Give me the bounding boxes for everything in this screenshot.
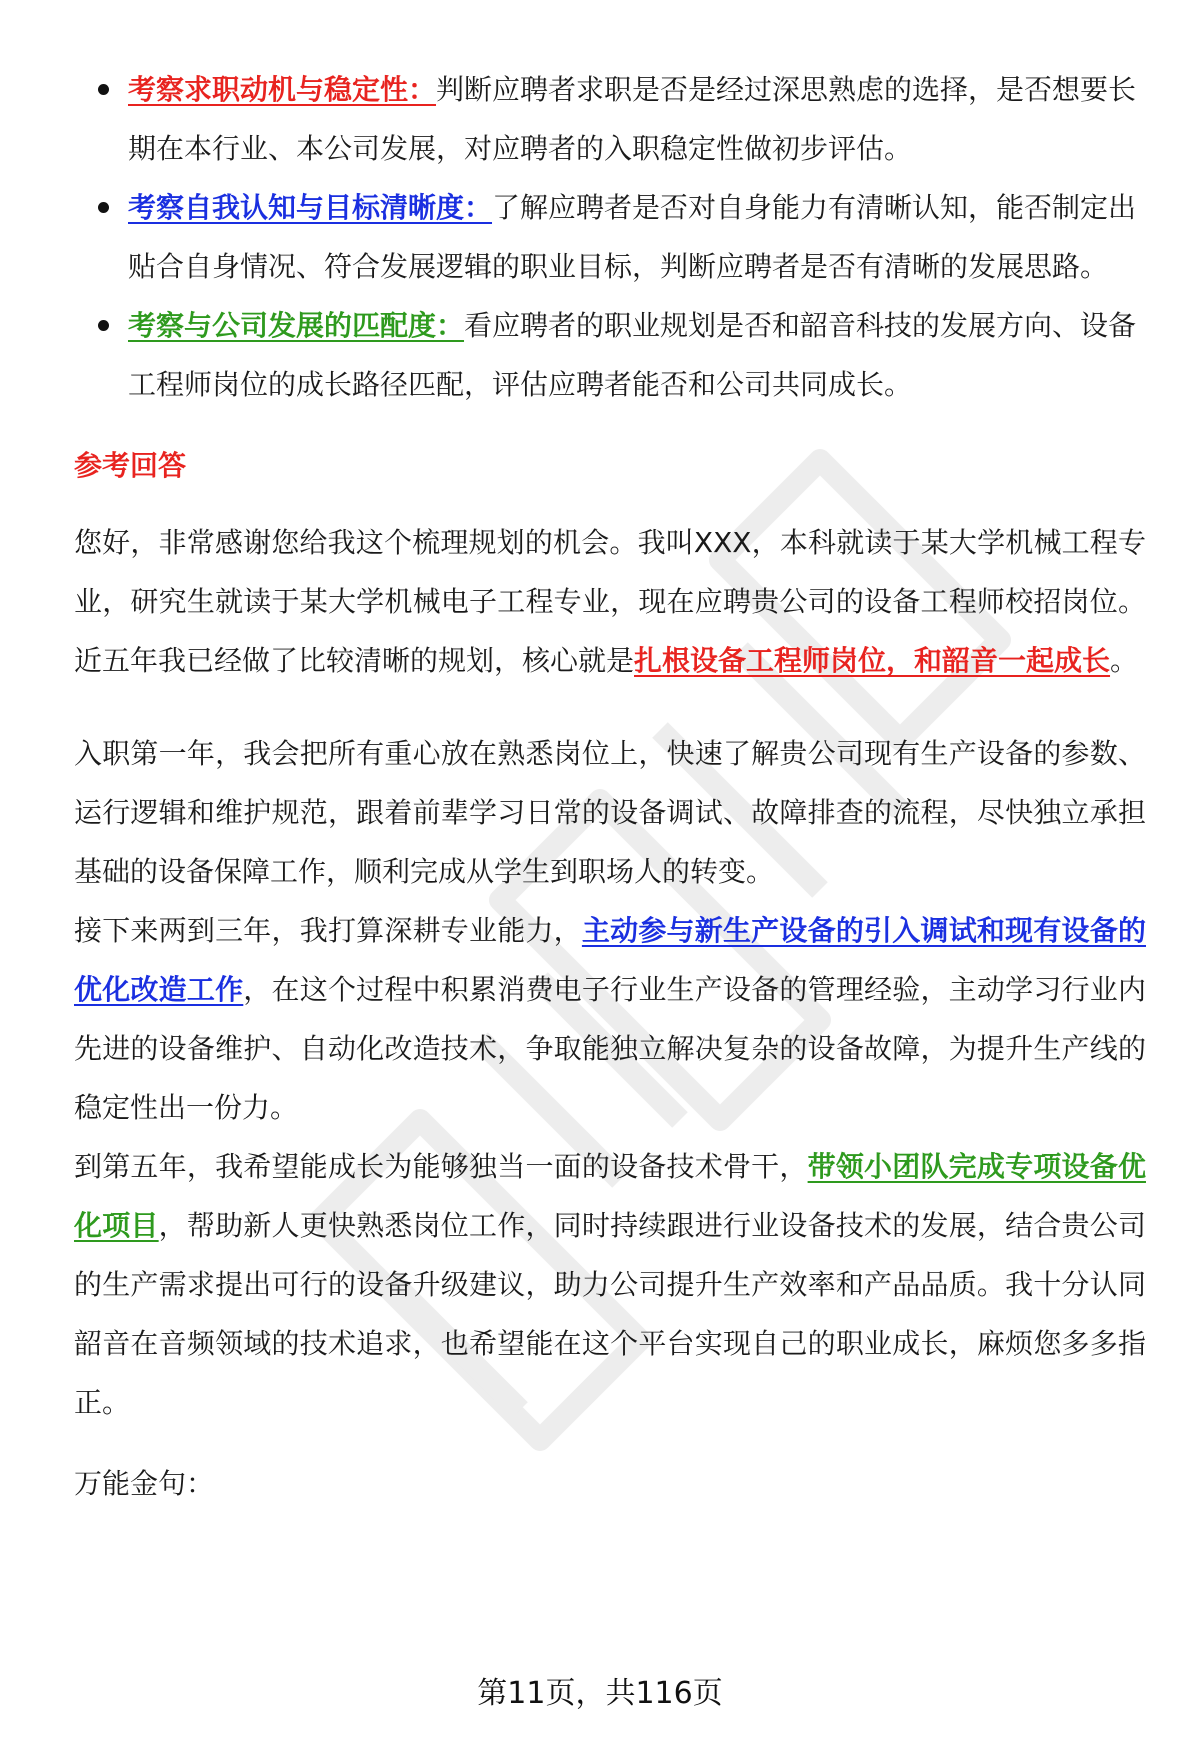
page-content	[74, 60, 1146, 1513]
answer-years-two-three-text: 接下来两到三年，我打算深耕专业能力，	[74, 914, 582, 947]
criteria-text-motivation: 判断应聘者求职是否是经过深思熟虑的选择，是否想要长期在本行业、本公司发展，对应聘者的入职稳定性做初步评估。	[128, 73, 1137, 165]
section-title-reference-answer: 参考回答	[74, 449, 187, 482]
answer-paragraph-intro	[74, 513, 1146, 690]
answer-paragraph-years-two-three	[74, 901, 1146, 1137]
answer-year-five-rest: ，帮助新人更快熟悉岗位工作，同时持续跟进行业设备技术的发展，结合贵公司的生产需求提出可行的设备升级建议，助力公司提升生产效率和产品品质。我十分认同韶音在音频领域的技术追求，也希望能在这个平台实现自己的职业成长，麻烦您多多指正。	[74, 1209, 1146, 1419]
criteria-keyword-motivation: 考察求职动机与稳定性：	[128, 73, 437, 106]
list-item	[74, 60, 1146, 178]
bullet-icon	[98, 320, 109, 331]
criteria-text-self-awareness: 了解应聘者是否对自身能力有清晰认知，能否制定出贴合自身情况、符合发展逻辑的职业目标，判断应聘者是否有清晰的发展思路。	[128, 191, 1137, 283]
paragraph-spacer	[74, 690, 1146, 724]
bullet-icon	[98, 84, 109, 95]
answer-year-five-text: 到第五年，我希望能成长为能够独当一面的设备技术骨干，	[74, 1150, 808, 1183]
list-item	[74, 296, 1146, 414]
bullet-icon	[98, 202, 109, 213]
answer-years-two-three-rest: ，在这个过程中积累消费电子行业生产设备的管理经验，主动学习行业内先进的设备维护、自动化改造技术，争取能独立解决复杂的设备故障，为提升生产线的稳定性出一份力。	[74, 973, 1146, 1124]
list-item	[74, 178, 1146, 296]
paragraph-spacer	[74, 1432, 1146, 1454]
closing-label: 万能金句：	[74, 1467, 215, 1500]
criteria-keyword-company-fit: 考察与公司发展的匹配度：	[128, 309, 465, 342]
criteria-list	[74, 60, 1146, 414]
answer-years-two-three-highlight: 主动参与新生产设备的引入调试和现有设备的优化改造工作	[74, 914, 1146, 1006]
answer-paragraph-year-five	[74, 1137, 1146, 1432]
answer-intro-highlight: 扎根设备工程师岗位，和韶音一起成长	[634, 644, 1111, 677]
criteria-keyword-self-awareness: 考察自我认知与目标清晰度：	[128, 191, 493, 224]
answer-paragraph-year-one: 入职第一年，我会把所有重心放在熟悉岗位上，快速了解贵公司现有生产设备的参数、运行逻辑和维护规范，跟着前辈学习日常的设备调试、故障排查的流程，尽快独立承担基础的设备保障工作，顺利完成从学生到职场人的转变。	[74, 737, 1146, 888]
criteria-text-company-fit: 看应聘者的职业规划是否和韶音科技的发展方向、设备工程师岗位的成长路径匹配，评估应聘者能否和公司共同成长。	[128, 309, 1137, 401]
answer-intro-end: 。	[1110, 644, 1139, 677]
page-number-footer: 第11页，共116页	[477, 1676, 723, 1711]
answer-intro-text: 您好，非常感谢您给我这个梳理规划的机会。我叫XXX，本科就读于某大学机械工程专业，研究生就读于某大学机械电子工程专业，现在应聘贵公司的设备工程师校招岗位。近五年我已经做了比较清晰的规划，核心就是	[74, 526, 1146, 677]
answer-year-five-highlight: 带领小团队完成专项设备优化项目	[74, 1150, 1146, 1242]
